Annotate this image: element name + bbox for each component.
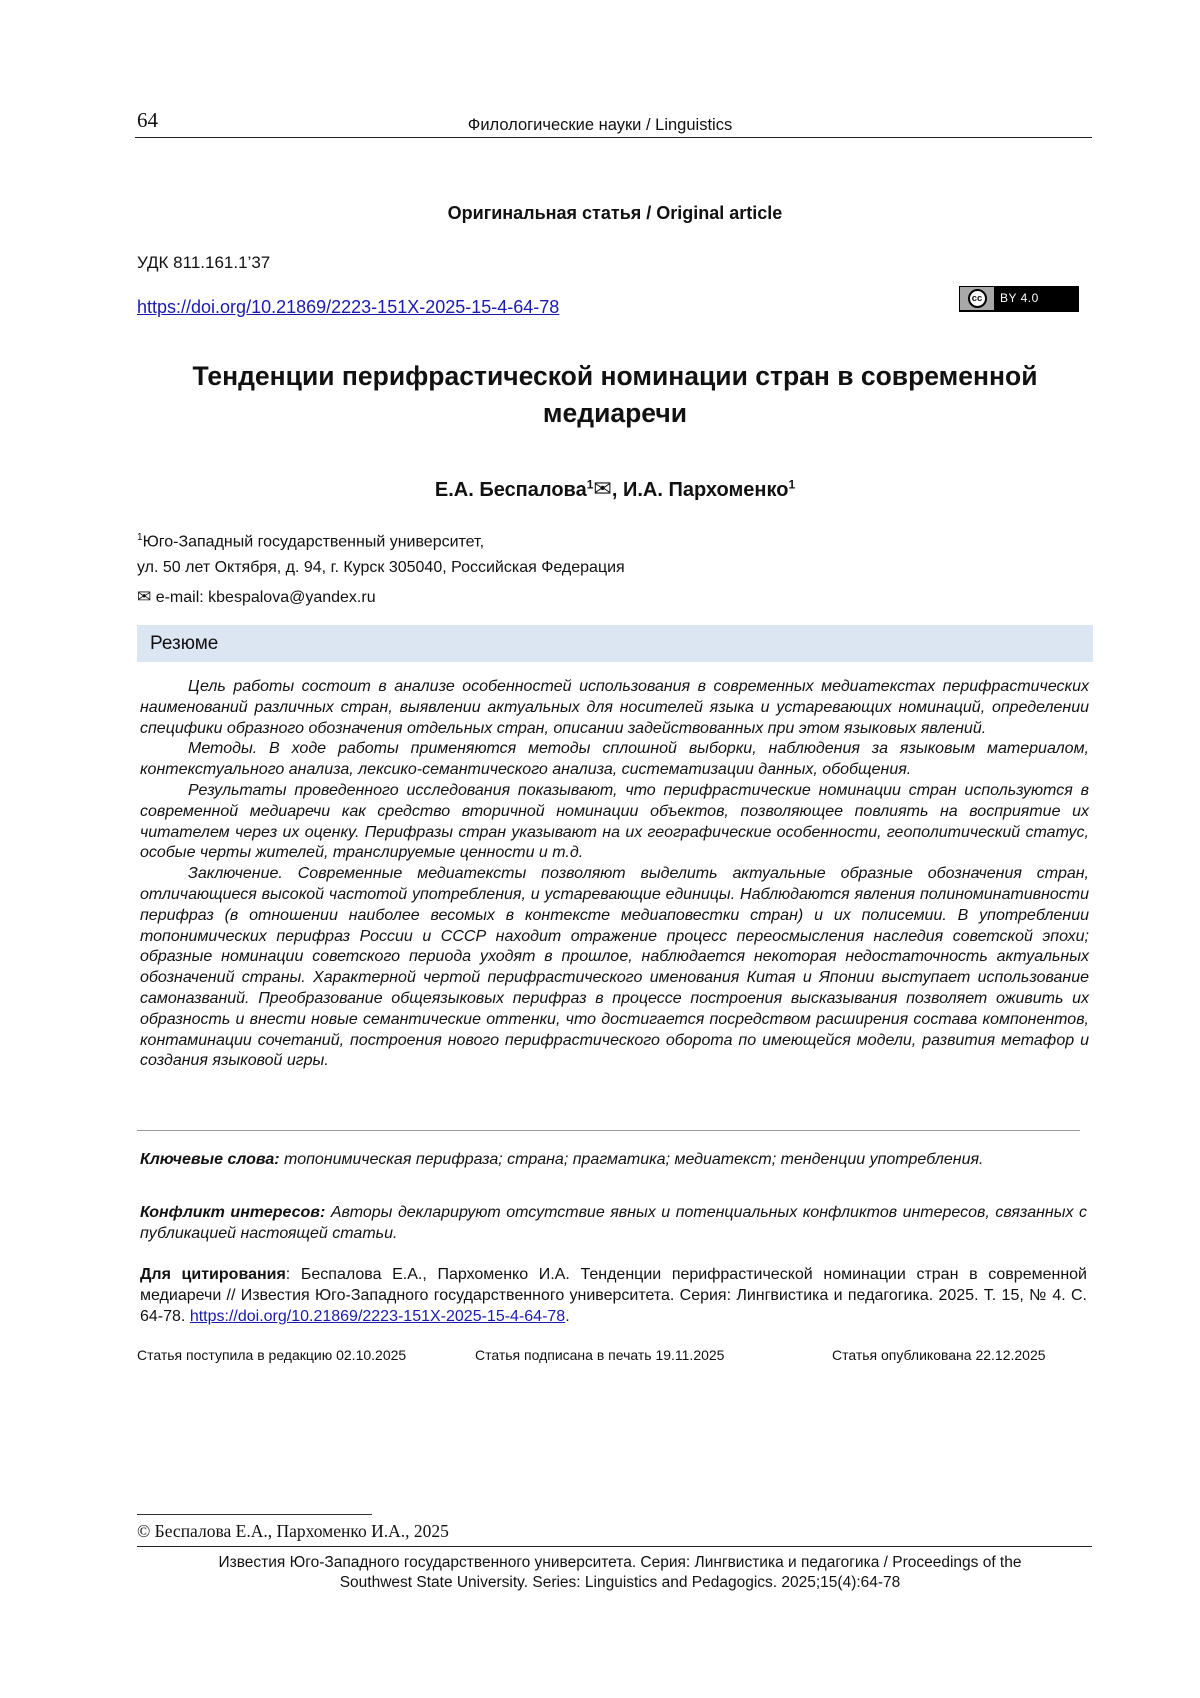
affiliation-line2: ул. 50 лет Октября, д. 94, г. Курск 305040, Российская Федерация xyxy=(137,559,625,577)
footer-line1: Известия Юго-Западного государственного университета. Серия: Лингвистика и педагогика / Proceedings of the xyxy=(218,1554,1022,1571)
footnote-divider xyxy=(137,1514,372,1515)
cc-icon xyxy=(960,287,994,310)
citation xyxy=(140,1265,1087,1327)
header-divider xyxy=(135,137,1092,138)
date-accepted: Статья подписана в печать 19.11.2025 xyxy=(475,1347,725,1363)
conflict-text: Авторы декларируют отсутствие явных и потенциальных конфликтов интересов, связанных с публикацией настоящей статьи. xyxy=(140,1204,1088,1242)
article-title: Тенденции перифрастической номинации стран в современной медиаречи xyxy=(192,361,1038,428)
page-number: 64 xyxy=(137,108,158,132)
license-label: BY 4.0 xyxy=(1000,291,1039,305)
author-second-affil: 1 xyxy=(788,477,796,492)
footer-line2: Southwest State University. Series: Linguistics and Pedagogics. 2025;15(4):64-78 xyxy=(339,1574,901,1591)
abstract-paragraph-results: Результаты проведенного исследования показывают, что перифрастические номинации стран используются в современной медиаречи как средство вторичной номинации объектов, позволяющее повлиять на восприятие их читателем через их оценку. Перифразы стран указывают на их географические особенности, геополитический статус, особые черты жителей, транслируемые ценности и т.д. xyxy=(140,781,1089,862)
abstract-heading: Резюме xyxy=(150,633,219,654)
abstract-divider xyxy=(137,1130,1080,1131)
authors xyxy=(0,476,1200,502)
abstract-body xyxy=(140,677,1089,1072)
author-first: Е.А. Беспалова xyxy=(434,479,587,501)
affiliation-marker: 1 xyxy=(137,532,143,543)
author-first-affil: 1 xyxy=(586,477,594,492)
date-published: Статья опубликована 22.12.2025 xyxy=(832,1347,1046,1363)
keywords-text: топонимическая перифраза; страна; прагматика; медиатекст; тенденции употребления. xyxy=(279,1151,984,1168)
running-head: Филологические науки / Linguistics xyxy=(467,116,733,134)
abstract-paragraph-aim: Цель работы состоит в анализе особенностей использования в современных медиатекстах перифрастических наименований различных стран, выявлении актуальных для носителей языка и устаревающих номинаций, определении специфики образного обозначения отдельных стран, описании задействованных при этом языковых явлений. xyxy=(140,678,1089,737)
affiliation xyxy=(137,525,625,581)
citation-end: . xyxy=(565,1307,570,1325)
cc-icon-label: cc xyxy=(968,289,987,308)
abstract-paragraph-conclusion: Заключение. Современные медиатексты позволяют выделить актуальные образные обозначения стран, отличающиеся высокой частотой употребления, и устаревающие единицы. Наблюдаются явления полиноминативности перифраз (в отношении наиболее весомых в контексте медиаповестки стран) и их полисемии. В употреблении топонимических перифраз России и СССР находит отражение процесс переосмысления наследия советской эпохи; образные номинации советского периода уходят в прошлое, наблюдается некоторая недостаточность актуальных обозначений страны. Характерной чертой перифрастического именования Китая и Японии выступает использование самоназваний. Преобразование общеязыковых перифраз в процессе построения высказывания позволяет оживить их образность и внести новые семантические оттенки, что достигается посредством расширения состава компонентов, контаминации сочетаний, построения нового перифрастического оборота по имеющейся модели, развития метафор и создания языковой игры. xyxy=(140,865,1089,1070)
email-text[interactable]: e-mail: kbespalova@yandex.ru xyxy=(151,589,376,606)
conflict-of-interest xyxy=(140,1203,1087,1245)
citation-label: Для цитирования xyxy=(140,1266,286,1283)
date-received: Статья поступила в редакцию 02.10.2025 xyxy=(137,1347,407,1363)
email-line[interactable] xyxy=(137,587,376,607)
abstract-paragraph-methods: Методы. В ходе работы применяются методы сплошной выборки, наблюдения за языковым материалом, контекстуального анализа, лексико-семантического анализа, систематизации данных, обобщения. xyxy=(140,740,1089,779)
footer-divider xyxy=(137,1546,1092,1547)
corresponding-mail-icon: ✉ xyxy=(593,476,612,501)
affiliation-line1: Юго-Западный государственный университет, xyxy=(142,533,485,551)
mail-icon: ✉ xyxy=(137,587,152,606)
keywords xyxy=(140,1150,1087,1171)
cc-by-license-badge[interactable] xyxy=(959,286,1079,312)
author-second: И.А. Пархоменко xyxy=(622,479,789,501)
udc-code: УДК 811.161.1’37 xyxy=(137,253,271,272)
doi-link[interactable]: https://doi.org/10.21869/2223-151X-2025-15-4-64-78 xyxy=(137,297,560,317)
conflict-label: Конфликт интересов: xyxy=(140,1204,326,1221)
citation-doi-link[interactable]: https://doi.org/10.21869/2223-151X-2025-15-4-64-78 xyxy=(189,1307,566,1325)
keywords-label: Ключевые слова: xyxy=(140,1151,280,1168)
abstract-header-bar xyxy=(137,625,1093,662)
authors-separator: , xyxy=(611,479,623,501)
citation-text: : Беспалова Е.А., Пархоменко И.А. Тенденции перифрастической номинации стран в современной медиаречи // Известия Юго-Западного государственного университета. Серия: Лингвистика и педагогика. 2025. Т. 15, № 4. С. 64-78. xyxy=(140,1266,1087,1325)
journal-footer xyxy=(145,1553,1095,1593)
copyright: © Беспалова Е.А., Пархоменко И.А., 2025 xyxy=(137,1521,449,1541)
article-type: Оригинальная статья / Original article xyxy=(447,203,783,223)
